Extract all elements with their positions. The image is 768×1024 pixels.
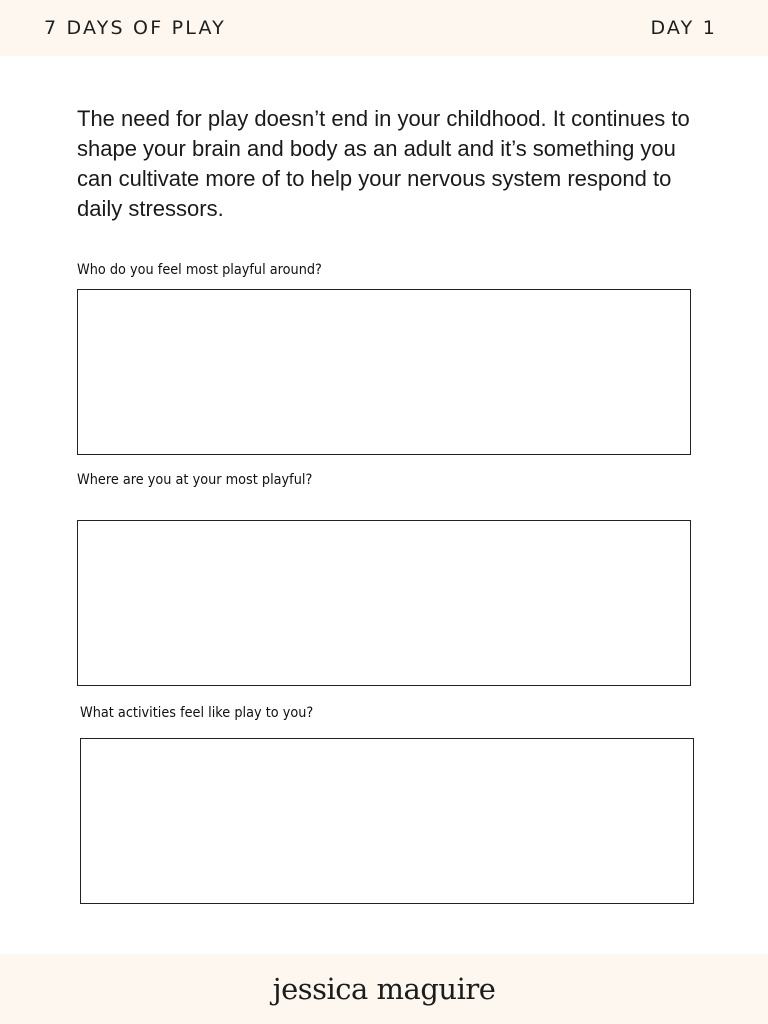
page-header [0, 0, 768, 56]
answer-box-3[interactable] [80, 738, 694, 904]
brand-logo: jessica maguire [272, 972, 496, 1006]
question-label-1: Who do you feel most playful around? [77, 262, 322, 278]
day-label: DAY 1 [650, 17, 717, 39]
intro-paragraph: The need for play doesn’t end in your childhood. It continues to shape your brain and body as an adult and it’s something you can cultivate more of to help your nervous system respond to daily stressors. [77, 106, 690, 221]
answer-box-2[interactable] [77, 520, 691, 686]
answer-box-1[interactable] [77, 289, 691, 455]
page-footer [0, 954, 768, 1024]
question-label-2: Where are you at your most playful? [77, 472, 313, 488]
question-label-3: What activities feel like play to you? [80, 705, 314, 721]
series-title: 7 DAYS OF PLAY [44, 17, 226, 39]
